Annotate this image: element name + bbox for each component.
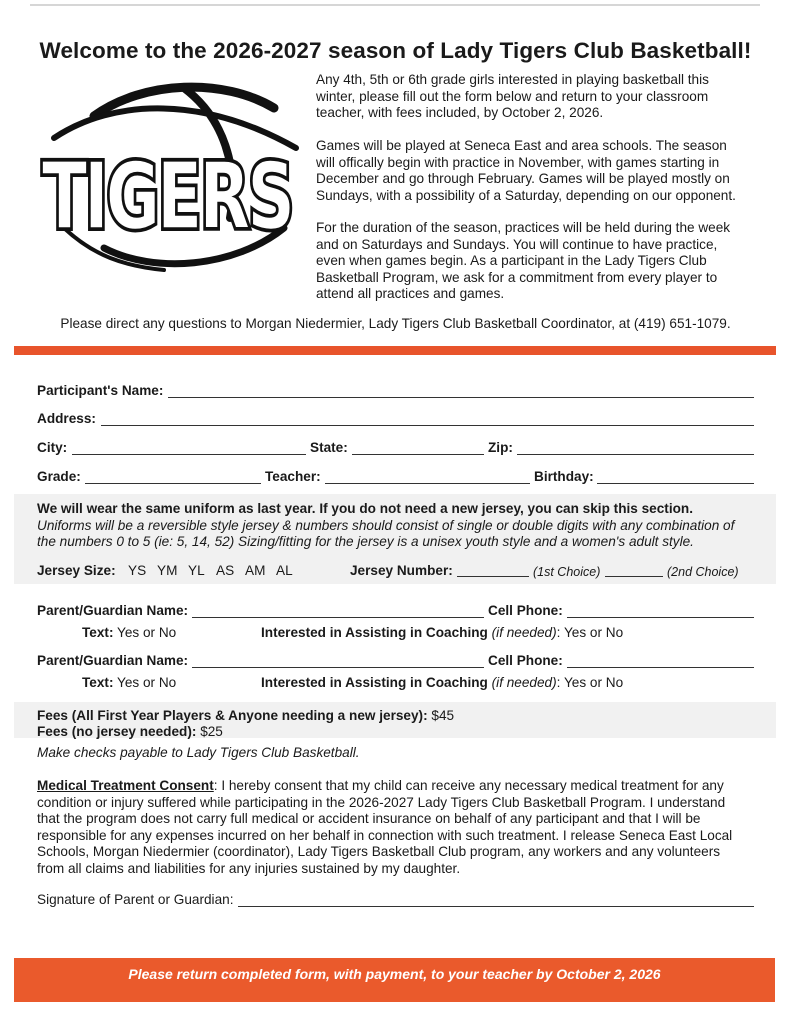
address-field[interactable] bbox=[101, 425, 754, 426]
participant-name-field[interactable] bbox=[168, 397, 754, 398]
guardian-2-cell-field[interactable] bbox=[567, 667, 754, 668]
guardian-2-coach-label: Interested in Assisting in Coaching bbox=[261, 675, 488, 690]
intro-paragraph-3: For the duration of the season, practices will be held during the week and on Saturdays and Sundays. You will continue to have practice, even when games begin. As a participant in the Lady Tigers Club Basketball Program, we ask for a commitment from every player to attend all practices and games. bbox=[316, 220, 731, 302]
footer-banner: Please return completed form, with payment, to your teacher by October 2, 2026 bbox=[14, 958, 775, 1002]
logo-text: TIGERS bbox=[42, 143, 292, 250]
guardian-2-text-options[interactable]: Yes or No bbox=[117, 675, 177, 690]
jersey-number-second-field[interactable] bbox=[605, 576, 663, 577]
guardian-2-text-label: Text: bbox=[82, 675, 114, 690]
guardian-1-coach-label: Interested in Assisting in Coaching bbox=[261, 625, 488, 640]
jersey-size-ys[interactable]: YS bbox=[128, 563, 147, 578]
guardian-2-name-field[interactable] bbox=[192, 667, 484, 668]
guardian-2-text-row bbox=[82, 675, 176, 691]
signature-label: Signature of Parent or Guardian: bbox=[37, 892, 234, 907]
address-label: Address: bbox=[37, 411, 96, 426]
uniform-heading: We will wear the same uniform as last year. If you do not need a new jersey, you can skip this section. bbox=[37, 501, 693, 516]
jersey-number-first-field[interactable] bbox=[457, 576, 529, 577]
guardian-2-coach-note: (if needed) bbox=[491, 675, 557, 690]
uniform-note-line-1: Uniforms will be a reversible style jersey & numbers should consist of single or double digits with any combination of bbox=[37, 518, 735, 533]
guardian-1-coach-note: (if needed) bbox=[491, 625, 557, 640]
state-label: State: bbox=[310, 440, 348, 455]
jersey-size-yl[interactable]: YL bbox=[188, 563, 205, 578]
teacher-field[interactable] bbox=[325, 483, 530, 484]
guardian-1-coach-row bbox=[261, 625, 623, 641]
city-label: City: bbox=[37, 440, 68, 455]
contact-line: Please direct any questions to Morgan Niedermier, Lady Tigers Club Basketball Coordinator, at (419) 651-1079. bbox=[60, 316, 731, 331]
guardian-1-coach-options[interactable]: : Yes or No bbox=[556, 625, 624, 640]
fees-new-label: Fees (All First Year Players & Anyone needing a new jersey): bbox=[37, 708, 428, 723]
guardian-2-coach-options[interactable]: : Yes or No bbox=[556, 675, 624, 690]
birthday-label: Birthday: bbox=[534, 469, 594, 484]
grade-field[interactable] bbox=[85, 483, 261, 484]
jersey-size-as[interactable]: AS bbox=[216, 563, 235, 578]
orange-divider bbox=[14, 346, 776, 355]
page-title: Welcome to the 2026-2027 season of Lady Tigers Club Basketball! bbox=[39, 38, 752, 63]
zip-label: Zip: bbox=[488, 440, 513, 455]
jersey-size-ym[interactable]: YM bbox=[157, 563, 178, 578]
fees-new-row bbox=[37, 708, 454, 724]
fees-no-jersey-label: Fees (no jersey needed): bbox=[37, 724, 197, 739]
jersey-size-am[interactable]: AM bbox=[245, 563, 266, 578]
state-field[interactable] bbox=[352, 454, 484, 455]
medical-consent: Medical Treatment Consent: I hereby consent that my child can receive any necessary medical treatment for any condition or injury suffered while participating in the 2026-2027 Lady Tigers Club Basketball Program. I understand that the program does not carry full medical or accident insurance on behalf of any participant and that I will be responsible for any expenses incurred on her behalf in connection with such treatment. I release Seneca East Local Schools, Morgan Niedermier (coordinator), Lady Tigers Basketball Club program, any workers and any volunteers from all claims and liabilities for any injuries sustained by my daughter. bbox=[37, 778, 733, 876]
guardian-1-text-options[interactable]: Yes or No bbox=[117, 625, 177, 640]
guardian-2-cell-label: Cell Phone: bbox=[488, 653, 563, 668]
guardian-1-cell-field[interactable] bbox=[567, 617, 754, 618]
fees-checks-note: Make checks payable to Lady Tigers Club Basketball. bbox=[37, 745, 360, 760]
guardian-1-name-label: Parent/Guardian Name: bbox=[37, 603, 189, 618]
medical-heading: Medical Treatment Consent bbox=[37, 778, 214, 793]
intro-paragraph-1: Any 4th, 5th or 6th grade girls interested in playing basketball this winter, please fill out the form below and return to your classroom teacher, with fees included, by October 2, 2026. bbox=[316, 72, 709, 121]
guardian-2-name-label: Parent/Guardian Name: bbox=[37, 653, 189, 668]
jersey-number-label: Jersey Number: bbox=[350, 563, 453, 578]
jersey-size-label: Jersey Size: bbox=[37, 563, 116, 578]
city-field[interactable] bbox=[72, 454, 306, 455]
jersey-size-al[interactable]: AL bbox=[276, 563, 293, 578]
guardian-1-text-label: Text: bbox=[82, 625, 114, 640]
top-scan-line bbox=[30, 4, 760, 6]
birthday-field[interactable] bbox=[597, 483, 754, 484]
guardian-1-text-row bbox=[82, 625, 176, 641]
logo-text-inner: TIGERS bbox=[42, 143, 292, 250]
fees-new-amount: $45 bbox=[431, 708, 455, 723]
zip-field[interactable] bbox=[517, 454, 754, 455]
first-choice-label: (1st Choice) bbox=[533, 565, 601, 579]
grade-label: Grade: bbox=[37, 469, 81, 484]
intro-paragraph-2: Games will be played at Seneca East and area schools. The season will offically begin with practice in November, with games starting in December and go through February. Games will be played mostly on Sundays, with a possibility of a Saturday, depending on our opponent. bbox=[316, 138, 736, 203]
second-choice-label: (2nd Choice) bbox=[667, 565, 739, 579]
teacher-label: Teacher: bbox=[265, 469, 321, 484]
guardian-2-coach-row bbox=[261, 675, 623, 691]
guardian-1-name-field[interactable] bbox=[192, 617, 484, 618]
participant-name-label: Participant's Name: bbox=[37, 383, 164, 398]
uniform-note-line-2: the numbers 0 to 5 (ie: 5, 14, 52) Sizing/fitting for the jersey is a unisex youth style and a women's adult style. bbox=[37, 534, 694, 549]
basketball-tigers-logo-icon bbox=[34, 78, 300, 276]
signature-field[interactable] bbox=[238, 906, 754, 907]
guardian-1-cell-label: Cell Phone: bbox=[488, 603, 563, 618]
fees-no-jersey-amount: $25 bbox=[200, 724, 223, 739]
fees-no-jersey-row bbox=[37, 724, 223, 740]
